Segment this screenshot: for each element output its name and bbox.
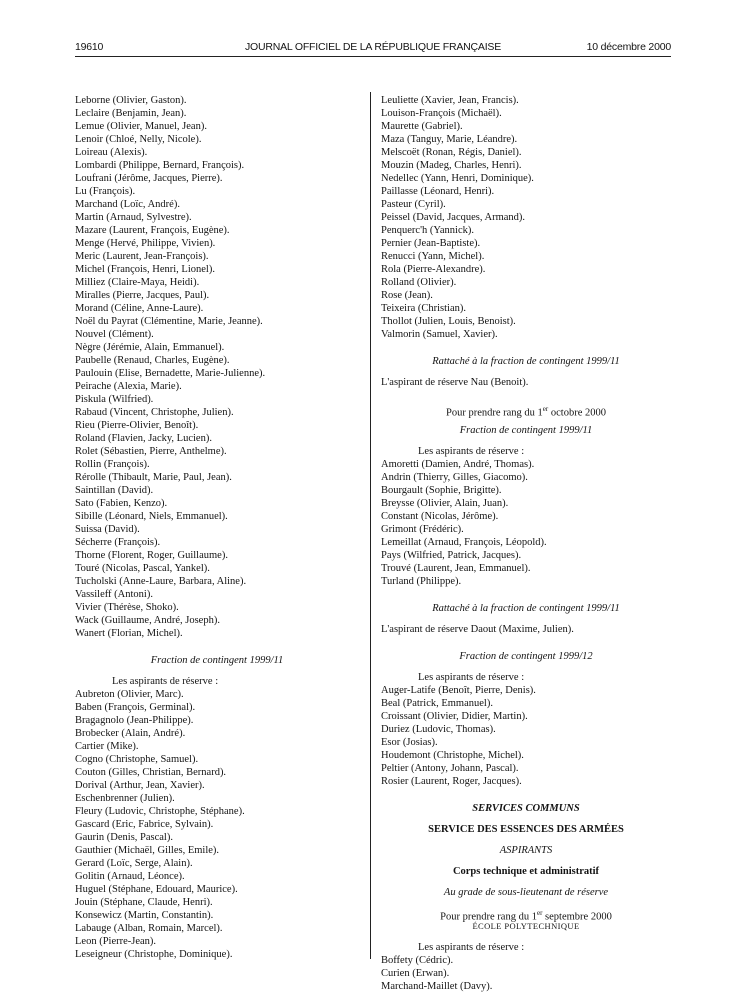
- list-item: Boffety (Cédric).: [381, 955, 454, 966]
- fraction-heading: Fraction de contingent 1999/12: [459, 651, 593, 662]
- name-list: [381, 684, 671, 788]
- list-item: Trouvé (Laurent, Jean, Emmanuel).: [381, 563, 531, 574]
- list-item: Leon (Pierre-Jean).: [75, 936, 157, 947]
- list-item: Leuliette (Xavier, Jean, Francis).: [381, 95, 519, 106]
- list-item: Lemue (Olivier, Manuel, Jean).: [75, 121, 207, 132]
- service-heading: SERVICE DES ESSENCES DES ARMÉES: [428, 824, 624, 835]
- list-item: Loireau (Alexis).: [75, 147, 148, 158]
- list-item: Curien (Erwan).: [381, 968, 450, 979]
- list-item: Gauthier (Michaël, Gilles, Emile).: [75, 845, 220, 856]
- list-item: Meric (Laurent, Jean-François).: [75, 251, 209, 262]
- list-item: Vassileff (Antoni).: [75, 589, 153, 600]
- journal-title: JOURNAL OFFICIEL DE LA RÉPUBLIQUE FRANÇAISE: [244, 41, 502, 53]
- list-item: Michel (François, Henri, Lionel).: [75, 264, 215, 275]
- list-item: Peirache (Alexia, Marie).: [75, 381, 182, 392]
- intro-text: Les aspirants de réserve :: [418, 446, 525, 457]
- list-item: Paillasse (Léonard, Henri).: [381, 186, 495, 197]
- list-item: Rollin (François).: [75, 459, 150, 470]
- list-item: Paulouin (Elise, Bernadette, Marie-Julienne).: [75, 368, 266, 379]
- list-item: Nedellec (Yann, Henri, Dominique).: [381, 173, 534, 184]
- section-heading: SERVICES COMMUNS: [472, 803, 580, 814]
- list-item: Suissa (David).: [75, 524, 140, 535]
- list-item: Sécherre (François).: [75, 537, 161, 548]
- column-divider: [370, 92, 371, 959]
- intro-text: Les aspirants de réserve :: [418, 672, 525, 683]
- list-item: Renucci (Yann, Michel).: [381, 251, 485, 262]
- list-item: Esor (Josias).: [381, 737, 438, 748]
- fraction-heading: Fraction de contingent 1999/11: [150, 655, 284, 666]
- list-item: Breysse (Olivier, Alain, Juan).: [381, 498, 509, 509]
- list-item: Bragagnolo (Jean-Philippe).: [75, 715, 194, 726]
- list-item: Thollot (Julien, Louis, Benoist).: [381, 316, 516, 327]
- list-item: Saintillan (David).: [75, 485, 154, 496]
- list-item: Beal (Patrick, Emmanuel).: [381, 698, 493, 709]
- list-item: Piskula (Wilfried).: [75, 394, 154, 405]
- list-item: Huguel (Stéphane, Edouard, Maurice).: [75, 884, 238, 895]
- list-item: Bourgault (Sophie, Brigitte).: [381, 485, 502, 496]
- aspirant-text: L'aspirant de réserve Daout (Maxime, Julien).: [381, 624, 574, 635]
- name-list: [75, 94, 359, 640]
- rattache-heading: Rattaché à la fraction de contingent 1999/11: [432, 356, 620, 367]
- list-item: Wack (Guillaume, André, Joseph).: [75, 615, 220, 626]
- list-item: Baben (François, Germinal).: [75, 702, 196, 713]
- intro-text: Les aspirants de réserve :: [418, 942, 525, 953]
- list-item: Pays (Wilfried, Patrick, Jacques).: [381, 550, 522, 561]
- list-item: Marchand (Loïc, André).: [75, 199, 180, 210]
- list-item: Martin (Arnaud, Sylvestre).: [75, 212, 192, 223]
- list-item: Auger-Latife (Benoît, Pierre, Denis).: [381, 685, 536, 696]
- list-item: Leborne (Olivier, Gaston).: [75, 95, 187, 106]
- list-item: Lombardi (Philippe, Bernard, François).: [75, 160, 245, 171]
- list-item: Konsewicz (Martin, Constantin).: [75, 910, 214, 921]
- list-item: Peltier (Antony, Johann, Pascal).: [381, 763, 519, 774]
- list-item: Rabaud (Vincent, Christophe, Julien).: [75, 407, 234, 418]
- list-item: Gaurin (Denis, Pascal).: [75, 832, 173, 843]
- list-item: Peissel (David, Jacques, Armand).: [381, 212, 526, 223]
- rang-heading: Pour prendre rang du 1er octobre 2000: [445, 405, 606, 419]
- list-item: Leseigneur (Christophe, Dominique).: [75, 949, 233, 960]
- list-item: Gascard (Eric, Fabrice, Sylvain).: [75, 819, 214, 830]
- list-item: Vivier (Thérèse, Shoko).: [75, 602, 179, 613]
- list-item: Fleury (Ludovic, Christophe, Stéphane).: [75, 806, 245, 817]
- list-item: Croissant (Olivier, Didier, Martin).: [381, 711, 528, 722]
- list-item: Leclaire (Benjamin, Jean).: [75, 108, 187, 119]
- grade-heading: Au grade de sous-lieutenant de réserve: [443, 887, 609, 898]
- list-item: Paubelle (Renaud, Charles, Eugène).: [75, 355, 230, 366]
- fraction-heading: Fraction de contingent 1999/11: [459, 425, 593, 436]
- list-item: Marchand-Maillet (Davy).: [381, 981, 493, 992]
- list-item: Pasteur (Cyril).: [381, 199, 446, 210]
- name-list: [381, 94, 671, 341]
- list-item: Cogno (Christophe, Samuel).: [75, 754, 199, 765]
- list-item: Couton (Gilles, Christian, Bernard).: [75, 767, 227, 778]
- list-item: Noël du Payrat (Clémentine, Marie, Jeanne).: [75, 316, 263, 327]
- list-item: Brobecker (Alain, André).: [75, 728, 186, 739]
- list-item: Rolland (Olivier).: [381, 277, 457, 288]
- aspirant-text: L'aspirant de réserve Nau (Benoit).: [381, 377, 529, 388]
- list-item: Gerard (Loïc, Serge, Alain).: [75, 858, 193, 869]
- issue-date: 10 décembre 2000: [586, 41, 671, 53]
- list-item: Constant (Nicolas, Jérôme).: [381, 511, 499, 522]
- rang-heading: Pour prendre rang du 1er septembre 2000: [440, 909, 612, 923]
- list-item: Wanert (Florian, Michel).: [75, 628, 183, 639]
- name-list: [75, 688, 359, 961]
- list-item: Houdemont (Christophe, Michel).: [381, 750, 524, 761]
- list-item: Louison-François (Michaël).: [381, 108, 502, 119]
- right-column: [381, 94, 671, 993]
- list-item: Dorival (Arthur, Jean, Xavier).: [75, 780, 205, 791]
- list-item: Tucholski (Anne-Laure, Barbara, Aline).: [75, 576, 247, 587]
- page-number: 19610: [75, 41, 104, 53]
- list-item: Pernier (Jean-Baptiste).: [381, 238, 481, 249]
- list-item: Roland (Flavien, Jacky, Lucien).: [75, 433, 212, 444]
- list-item: Lemeillat (Arnaud, François, Léopold).: [381, 537, 547, 548]
- list-item: Menge (Hervé, Philippe, Vivien).: [75, 238, 216, 249]
- list-item: Andrin (Thierry, Gilles, Giacomo).: [381, 472, 528, 483]
- list-item: Aubreton (Olivier, Marc).: [75, 689, 184, 700]
- list-item: Lu (François).: [75, 186, 136, 197]
- list-item: Penquerc'h (Yannick).: [381, 225, 474, 236]
- rattache-heading: Rattaché à la fraction de contingent 1999/11: [432, 603, 620, 614]
- name-list: [381, 458, 671, 588]
- list-item: Rérolle (Thibault, Marie, Paul, Jean).: [75, 472, 232, 483]
- list-item: Mouzin (Madeg, Charles, Henri).: [381, 160, 522, 171]
- left-column: [75, 94, 359, 961]
- list-item: Sibille (Léonard, Niels, Emmanuel).: [75, 511, 228, 522]
- list-item: Thorne (Florent, Roger, Guillaume).: [75, 550, 228, 561]
- list-item: Grimont (Frédéric).: [381, 524, 464, 535]
- list-item: Rola (Pierre-Alexandre).: [381, 264, 486, 275]
- list-item: Maurette (Gabriel).: [381, 121, 463, 132]
- list-item: Jouin (Stéphane, Claude, Henri).: [75, 897, 213, 908]
- ecole-heading: ÉCOLE POLYTECHNIQUE: [472, 921, 580, 931]
- list-item: Rieu (Pierre-Olivier, Benoît).: [75, 420, 199, 431]
- list-item: Golitin (Arnaud, Léonce).: [75, 871, 185, 882]
- page-header: [75, 40, 671, 57]
- list-item: Amoretti (Damien, André, Thomas).: [381, 459, 535, 470]
- list-item: Nouvel (Clément).: [75, 329, 154, 340]
- list-item: Mazare (Laurent, François, Eugène).: [75, 225, 230, 236]
- list-item: Valmorin (Samuel, Xavier).: [381, 329, 498, 340]
- list-item: Milliez (Claire-Maya, Heidi).: [75, 277, 200, 288]
- aspirants-heading: ASPIRANTS: [499, 845, 553, 856]
- list-item: Labauge (Alban, Romain, Marcel).: [75, 923, 223, 934]
- list-item: Melscoët (Ronan, Régis, Daniel).: [381, 147, 522, 158]
- list-item: Teixeira (Christian).: [381, 303, 466, 314]
- list-item: Turland (Philippe).: [381, 576, 462, 587]
- list-item: Touré (Nicolas, Pascal, Yankel).: [75, 563, 210, 574]
- list-item: Morand (Céline, Anne-Laure).: [75, 303, 204, 314]
- list-item: Maza (Tanguy, Marie, Léandre).: [381, 134, 518, 145]
- intro-text: Les aspirants de réserve :: [112, 676, 219, 687]
- corps-heading: Corps technique et administratif: [452, 866, 600, 877]
- name-list: [381, 954, 671, 993]
- list-item: Rose (Jean).: [381, 290, 433, 301]
- list-item: Sato (Fabien, Kenzo).: [75, 498, 168, 509]
- list-item: Miralles (Pierre, Jacques, Paul).: [75, 290, 210, 301]
- list-item: Rosier (Laurent, Roger, Jacques).: [381, 776, 522, 787]
- list-item: Loufrani (Jérôme, Jacques, Pierre).: [75, 173, 223, 184]
- list-item: Nègre (Jérémie, Alain, Emmanuel).: [75, 342, 225, 353]
- list-item: Cartier (Mike).: [75, 741, 139, 752]
- list-item: Eschenbrenner (Julien).: [75, 793, 175, 804]
- list-item: Lenoir (Chloé, Nelly, Nicole).: [75, 134, 202, 145]
- list-item: Rolet (Sébastien, Pierre, Anthelme).: [75, 446, 227, 457]
- list-item: Duriez (Ludovic, Thomas).: [381, 724, 496, 735]
